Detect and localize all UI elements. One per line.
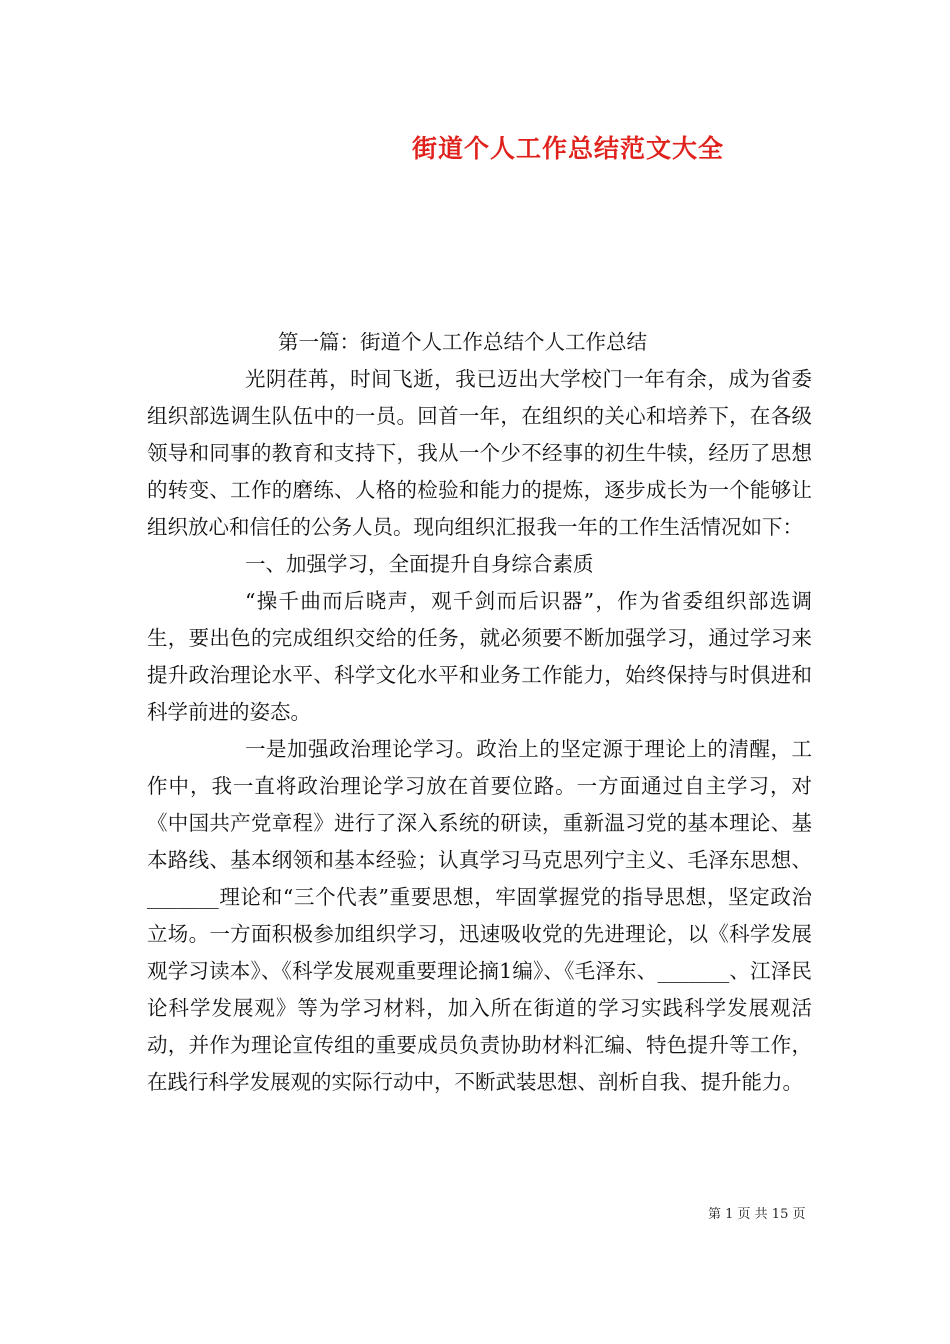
chapter-heading: 第一篇：街道个人工作总结个人工作总结 (278, 330, 647, 354)
paragraph-political-theory: 一是加强政治理论学习。政治上的坚定源于理论上的清醒，工作中，我一直将政治理论学习放在首要位路。一方面通过自主学习，对《中国共产党章程》进行了深入系统的研读，重新温习党的基本理论、基本路线、基本纲领和基本经验；认真学习马克思列宁主义、毛泽东思想、_______理论和“三个代表”重要思想，牢固掌握党的指导思想，坚定政治立场。一方面积极参加组织学习，迅速吸收党的先进理论，以《科学发展观学习读本》、《科学发展观重要理论摘1编》、《毛泽东、_______、江泽民论科学发展观》等为学习材料，加入所在街道的学习实践科学发展观活动，并作为理论宣传组的重要成员负责协助材料汇编、特色提升等工作，在践行科学发展观的实际行动中，不断武装思想、剖析自我、提升能力。 (147, 737, 812, 1094)
document-body (147, 324, 812, 1101)
page-number: 第 1 页 共 15 页 (708, 1207, 806, 1222)
paragraph-study: “操千曲而后晓声，观千剑而后识器”，作为省委组织部选调生，要出色的完成组织交给的任务，就必须要不断加强学习，通过学习来提升政治理论水平、科学文化水平和业务工作能力，始终保持与时俱进和科学前进的姿态。 (147, 589, 812, 724)
section-heading: 一、加强学习，全面提升自身综合素质 (245, 552, 594, 576)
document-title: 街道个人工作总结范文大全 (412, 134, 725, 163)
paragraph-intro: 光阴荏苒，时间飞逝，我已迈出大学校门一年有余，成为省委组织部选调生队伍中的一员。回首一年，在组织的关心和培养下，在各级领导和同事的教育和支持下，我从一个少不经事的初生牛犊，经历了思想的转变、工作的磨练、人格的检验和能力的提炼，逐步成长为一个能够让组织放心和信任的公务人员。现向组织汇报我一年的工作生活情况如下： (147, 367, 812, 539)
